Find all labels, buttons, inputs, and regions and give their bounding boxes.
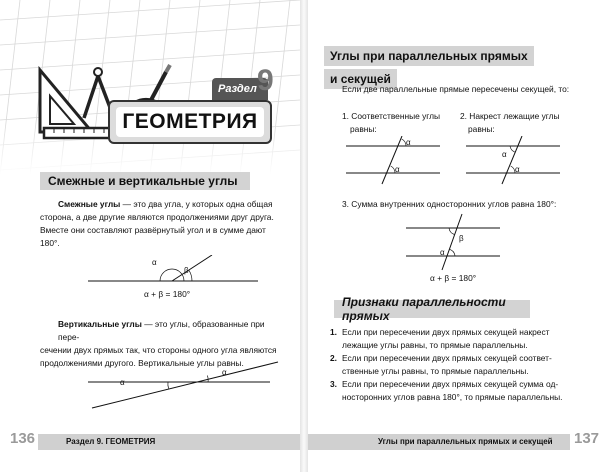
sign-item-3-line-2: носторонних углов равна 180°, то прямые параллельны.: [342, 391, 563, 402]
case-2-label: [460, 110, 590, 136]
signs-heading: [334, 295, 530, 323]
sign-item-3-line-1: Если при пересечении двух прямых секущей сумма од-: [342, 379, 559, 389]
vertical-alpha-2: α: [222, 368, 227, 377]
vertical-alpha-1: α: [120, 378, 125, 387]
alternate-angles-diagram: [464, 136, 564, 186]
right-page: [308, 0, 608, 472]
right-footer-text: Углы при параллельных прямых и секущей: [378, 437, 553, 446]
vertical-angles-diagram: [80, 360, 280, 412]
adjacent-alpha-label: α: [152, 258, 157, 267]
case-2-alpha-lower: α: [515, 165, 520, 174]
case-2-line-1: 2. Накрест лежащие углы: [460, 111, 560, 121]
sign-item-1: [330, 326, 594, 351]
signs-heading-text: Признаки параллельности прямых: [342, 295, 506, 323]
vertical-text-3: продолжениями другого. Вертикальные углы равны.: [40, 358, 244, 368]
adjacent-heading: [40, 172, 250, 190]
chapter-title-banner: [108, 100, 272, 144]
section-number: 9: [257, 64, 274, 97]
case-1-alpha-lower: α: [395, 165, 400, 174]
right-page-number: 137: [574, 430, 600, 447]
sign-item-3-number: 3.: [330, 379, 337, 389]
sign-item-1-number: 1.: [330, 327, 337, 337]
case-3-alpha: α: [440, 248, 445, 257]
case-1-line-2: равны:: [350, 124, 377, 134]
sign-item-1-line-2: лежащие углы равны, то прямые параллельны.: [342, 339, 528, 350]
adjacent-heading-text: Смежные и вертикальные углы: [48, 174, 238, 188]
corresponding-angles-diagram: [344, 136, 444, 186]
co-interior-angles-diagram: [404, 212, 504, 272]
chapter-title-inner: [116, 107, 264, 137]
right-heading-line-2: и секущей: [324, 69, 397, 89]
case-1-line-1: 1. Соответственные углы: [342, 111, 441, 121]
adjacent-formula: α + β = 180°: [144, 289, 191, 299]
sign-item-2-line-2: ственные углы равны, то прямые параллельны.: [342, 365, 529, 376]
adjacent-paragraph: [40, 198, 280, 250]
sign-item-2-number: 2.: [330, 353, 337, 363]
case-3-label: 3. Сумма внутренних односторонних углов равна 180°:: [342, 199, 557, 209]
adjacent-text-4: 180°.: [40, 238, 60, 248]
sign-item-3: [330, 378, 594, 403]
case-3-beta: β: [459, 234, 464, 243]
case-3-formula: α + β = 180°: [430, 273, 477, 283]
sign-item-2-line-1: Если при пересечении двух прямых секущей соответ-: [342, 353, 552, 363]
adjacent-beta-label: β: [184, 266, 189, 275]
left-page-number: 136: [10, 430, 36, 447]
book-gutter: [300, 0, 308, 472]
parallel-intro: Если две параллельные прямые пересечены секущей, то:: [342, 84, 570, 94]
case-1-alpha-upper: α: [406, 138, 411, 147]
adjacent-term: Смежные углы: [58, 199, 121, 209]
adjacent-text-1: — это два угла, у которых одна общая: [120, 199, 273, 209]
case-2-alpha-upper: α: [502, 150, 507, 159]
right-heading-line-1: Углы при параллельных прямых: [324, 46, 534, 66]
adjacent-text-3: Вместе они составляют развёрнутый угол и в сумме дают: [40, 225, 266, 235]
case-2-line-2: равны:: [468, 124, 495, 134]
chapter-title: ГЕОМЕТРИЯ: [122, 110, 258, 133]
vertical-text-2: сечении двух прямых так, что стороны одного угла являются: [40, 345, 277, 355]
adjacent-text-2: сторона, а две другие являются продолжениями друг друга.: [40, 212, 274, 222]
left-footer-text: Раздел 9. ГЕОМЕТРИЯ: [66, 437, 156, 446]
vertical-term: Вертикальные углы: [58, 319, 142, 329]
sign-item-1-line-1: Если при пересечении двух прямых секущей накрест: [342, 327, 550, 337]
left-page: [0, 0, 300, 472]
section-label: Раздел: [218, 83, 257, 95]
sign-item-2: [330, 352, 594, 377]
vertical-text-1: — это углы, образованные при пере-: [58, 319, 265, 342]
case-1-label: [342, 110, 462, 136]
